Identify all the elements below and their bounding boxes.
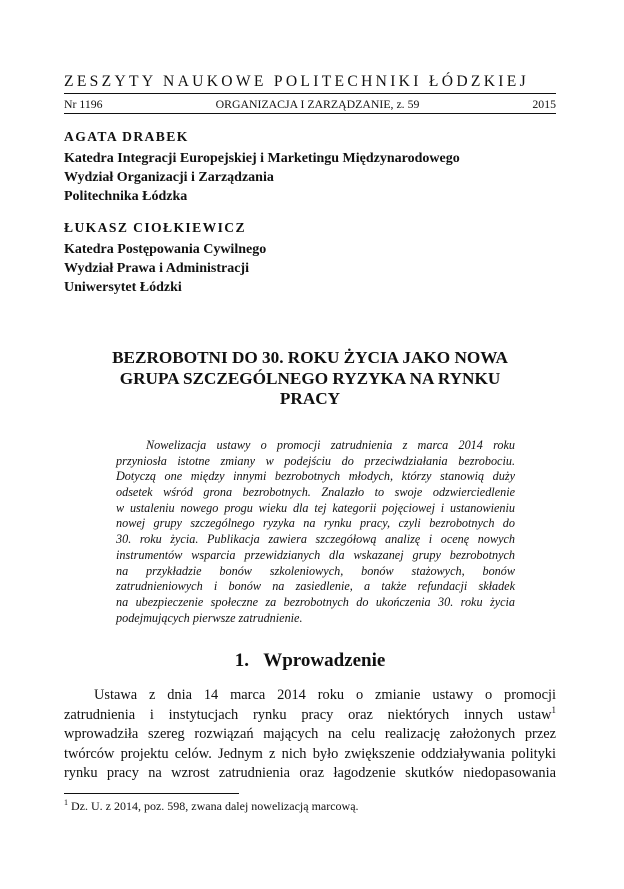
body-line: rynku pracy na wzrost zatrudnienia oraz łagodzenie skutków niedopasowania [64,765,556,782]
footnote-reference[interactable]: 1 [551,704,556,715]
abstract-line: na ubezpieczenie społeczne za bezrobotnych do ukończenia 30. roku życia [116,594,515,609]
affiliation-line: Politechnika Łódzka [64,189,188,204]
abstract [116,438,515,626]
abstract-line: podejmujących pierwsze zatrudnienie. [116,610,303,625]
abstract-line: Dotyczą one między innymi bezrobotnych młodych, którzy stanowią duży [116,469,515,484]
affiliation-line: Wydział Organizacji i Zarządzania [64,170,274,185]
title-line: PRACY [279,389,341,408]
body-line-with-footnote [64,706,556,726]
affiliation-line: Katedra Integracji Europejskiej i Marketingu Międzynarodowego [64,151,460,166]
section-title: Wprowadzenie [263,650,386,671]
abstract-line: zatrudnieniowych i bonów na zasiedlenie, a także refundacji składek [116,579,515,594]
section-heading [64,649,556,673]
journal-series: ORGANIZACJA I ZARZĄDZANIE, z. 59 [215,97,420,111]
body-text [64,686,556,784]
abstract-line: 30. roku życia. Publikacja zawiera szczegółową analizę i ocenę nowych [116,532,515,547]
header-rule-top [64,93,556,94]
section-number: 1. [234,650,249,671]
body-line: wprowadziła szereg rozwiązań mających na celu realizację założonych przez [64,726,556,743]
abstract-line: odsetek wśród grona bezrobotnych. Znalazło to swoje odzwierciedlenie [116,485,515,500]
body-line: Ustawa z dnia 14 marca 2014 roku o zmianie ustawy o promocji [94,687,556,703]
abstract-line: instrumentów wsparcia przewidzianych dla wskazanej grupy bezrobotnych [116,547,515,562]
header-rule-bottom [64,113,556,114]
affiliation-line: Katedra Postępowania Cywilnego [64,242,267,257]
issue-year: 2015 [532,97,556,111]
abstract-line: przyniosła istotne zmiany w podejściu do przeciwdziałania bezrobociu. [116,453,515,468]
issue-number: Nr 1196 [64,97,103,111]
author-affiliation [64,240,266,297]
footnote [64,799,359,814]
footnote-marker: 1 [64,798,68,807]
footnote-divider [64,793,239,794]
affiliation-line: Uniwersytet Łódzki [64,280,182,295]
author-name: AGATA DRABEK [64,129,189,144]
abstract-line: nowej grupy szczególnego ryzyka na rynku pracy, czyli bezrobotnych do [116,516,515,531]
journal-title: ZESZYTY NAUKOWE POLITECHNIKI ŁÓDZKIEJ [64,73,529,90]
abstract-line: w ustaleniu nowego progu wieku dla tej kategorii pojęciowej i ustanowieniu [116,500,515,515]
body-line: zatrudnienia i instytucjach rynku pracy oraz niektórych innych ustaw [64,706,552,723]
author-name: ŁUKASZ CIOŁKIEWICZ [64,220,246,235]
author-affiliation [64,149,460,206]
title-line: GRUPA SZCZEGÓLNEGO RYZYKA NA RYNKU [119,368,501,388]
affiliation-line: Wydział Prawa i Administracji [64,261,249,276]
body-line: twórców projektu celów. Jednym z nich było zwiększenie oddziaływania polityki [64,745,556,762]
footnote-text: Dz. U. z 2014, poz. 598, zwana dalej nowelizacją marcową. [71,799,359,813]
abstract-line: Nowelizacja ustawy o promocji zatrudnienia z marca 2014 roku [146,438,515,452]
issue-info-line [64,97,556,111]
paper-title [64,348,556,410]
title-line: BEZROBOTNI DO 30. ROKU ŻYCIA JAKO NOWA [112,348,508,367]
abstract-line: na przykładzie bonów szkoleniowych, bonów stażowych, bonów [116,563,515,578]
